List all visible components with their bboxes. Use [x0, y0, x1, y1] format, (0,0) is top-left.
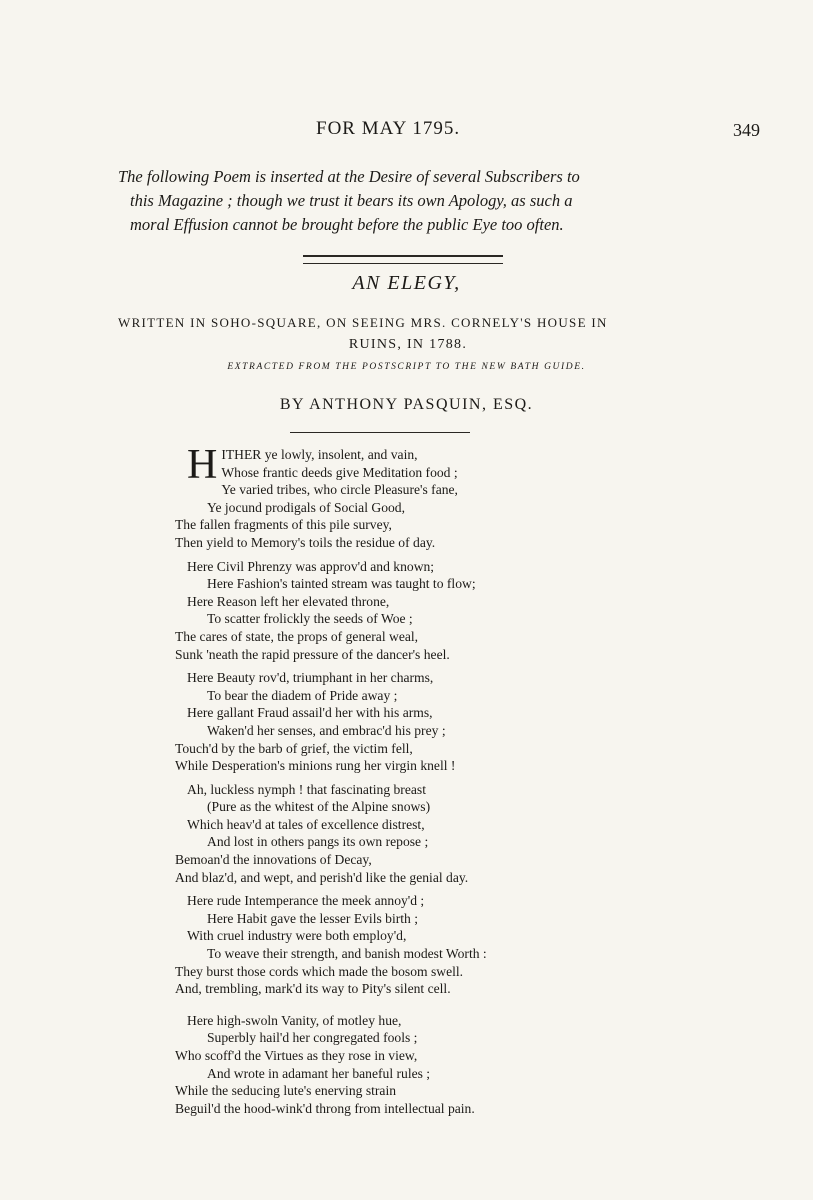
source-note: EXTRACTED FROM THE POSTSCRIPT TO THE NEW BATH GUIDE. [227, 362, 586, 372]
verse-line: Waken'd her senses, and embrac'd his prey ; [207, 722, 446, 738]
verse-line: To bear the diadem of Pride away ; [207, 687, 398, 703]
editorial-note [118, 165, 698, 237]
poem-subtitle [118, 312, 698, 356]
verse-line: And blaz'd, and wept, and perish'd like the genial day. [175, 869, 469, 885]
running-head [0, 118, 813, 144]
verse-line: Ah, luckless nymph ! that fascinating breast [187, 781, 426, 797]
verse-line: To weave their strength, and banish modest Worth : [207, 946, 487, 962]
verse-line: Sunk 'neath the rapid pressure of the dancer's heel. [175, 646, 450, 662]
poem-title: AN ELEGY, [352, 272, 461, 294]
verse-line: Here high-swoln Vanity, of motley hue, [187, 1012, 402, 1028]
verse-line: Here rude Intemperance the meek annoy'd ; [187, 893, 425, 909]
verse-line: Ye varied tribes, who circle Pleasure's fane, [221, 482, 458, 498]
verse-line: Then yield to Memory's toils the residue of day. [175, 534, 436, 550]
page-number: 349 [733, 120, 760, 140]
verse-line: Superbly hail'd her congregated fools ; [207, 1030, 418, 1046]
verse-line: Ye jocund prodigals of Social Good, [207, 499, 405, 515]
verse-line: Touch'd by the barb of grief, the victim fell, [175, 740, 413, 756]
poem-subtitle-line: WRITTEN IN SOHO-SQUARE, ON SEEING MRS. CORNELY'S HOUSE IN [118, 315, 608, 330]
verse-line: Who scoff'd the Virtues as they rose in view, [175, 1048, 418, 1063]
verse-line: Beguil'd the hood-wink'd throng from intellectual pain. [175, 1100, 475, 1116]
verse-line: Bemoan'd the innovations of Decay, [175, 852, 372, 868]
author-byline: BY ANTHONY PASQUIN, ESQ. [279, 396, 534, 413]
rule-divider [290, 432, 470, 433]
editorial-note-line: The following Poem is inserted at the Desire of several Subscribers to [118, 167, 580, 186]
stanza-2 [175, 558, 645, 664]
verse-line: Here gallant Fraud assail'd her with his arms, [187, 705, 433, 721]
verse-line: Here Fashion's tainted stream was taught to flow; [207, 576, 476, 592]
verse-line: The fallen fragments of this pile survey, [175, 517, 392, 533]
poem-body [175, 442, 645, 1123]
verse-line: With cruel industry were both employ'd, [187, 928, 407, 944]
stanza-6 [175, 1012, 645, 1118]
editorial-note-line: moral Effusion cannot be brought before the public Eye too often. [130, 215, 564, 234]
double-rule-divider [303, 255, 503, 264]
stanza-1 [175, 442, 645, 552]
verse-line: Whose frantic deeds give Meditation food ; [221, 464, 458, 480]
poem-subtitle-line: RUINS, IN 1788. [348, 337, 468, 352]
verse-line: And, trembling, mark'd its way to Pity's silent cell. [175, 981, 451, 997]
verse-line: Which heav'd at tales of excellence distrest, [187, 816, 425, 832]
editorial-note-line: this Magazine ; though we trust it bears its own Apology, as such a [130, 191, 573, 210]
verse-line: To scatter frolickly the seeds of Woe ; [207, 611, 413, 627]
verse-line: They burst those cords which made the bosom swell. [175, 963, 464, 979]
verse-line: While Desperation's minions rung her virgin knell ! [175, 758, 456, 774]
verse-line: ITHER ye lowly, insolent, and vain, [221, 447, 418, 462]
verse-line: While the seducing lute's enerving strain [175, 1083, 397, 1099]
stanza-4 [175, 781, 645, 887]
verse-line: Here Civil Phrenzy was approv'd and known; [187, 558, 435, 574]
verse-line: Here Habit gave the lesser Evils birth ; [207, 910, 419, 926]
verse-line: Here Reason left her elevated throne, [187, 593, 390, 609]
verse-line: Here Beauty rov'd, triumphant in her charms, [187, 670, 434, 686]
verse-line: And lost in others pangs its own repose ; [207, 834, 429, 850]
drop-cap: H [187, 442, 218, 488]
stanza-3 [175, 669, 645, 775]
running-title: FOR MAY 1795. [316, 118, 461, 139]
verse-line: The cares of state, the props of general weal, [175, 628, 419, 644]
verse-line: And wrote in adamant her baneful rules ; [207, 1065, 431, 1081]
stanza-5 [175, 892, 645, 998]
verse-line: (Pure as the whitest of the Alpine snows) [207, 799, 431, 815]
